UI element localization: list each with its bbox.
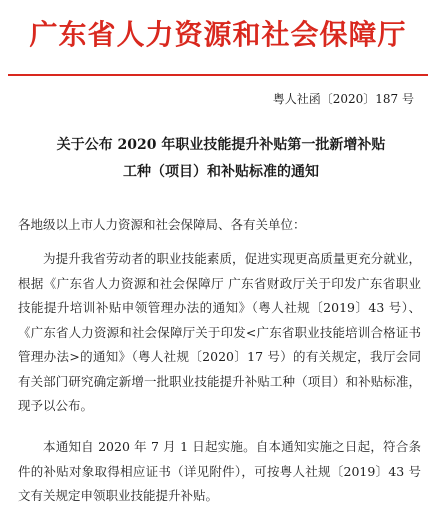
red-header-rule: [8, 74, 428, 76]
notice-title: [20, 132, 422, 186]
document-number: 粤人社函〔2020〕187 号: [272, 92, 414, 106]
salutation: 各地级以上市人力资源和社会保障局、各有关单位：: [18, 217, 306, 232]
body-paragraph-2: 本通知自 2020 年 7 月 1 日起实施。自本通知实施之日起，符合条件的补贴对象取得相应证书（详见附件），可按粤人社规〔2019〕43 号文有关规定申领职业技能提升补贴。: [18, 439, 421, 503]
body-paragraph-1: 为提升我省劳动者的职业技能素质，促进实现更高质量更充分就业，根据《广东省人力资源和社会保障厅 广东省财政厅关于印发广东省职业技能提升培训补贴申领管理办法的通知》（粤人社规〔2019〕43 号）、《广东省人力资源和社会保障厅关于印发<广东省职业技能培训合格证书管理办法>的通知》（粤人社规〔2020〕17 号）的有关规定，我厅会同有关部门研究确定新增一批职业技能提升补贴工种（项目）和补贴标准，现予以公布。: [18, 251, 421, 413]
notice-title-line-2: 工种（项目）和补贴标准的通知: [123, 164, 319, 180]
notice-title-line-1: 关于公布 2020 年职业技能提升补贴第一批新增补贴: [56, 137, 386, 153]
issuing-authority-title: 广东省人力资源和社会保障厅: [29, 18, 407, 51]
